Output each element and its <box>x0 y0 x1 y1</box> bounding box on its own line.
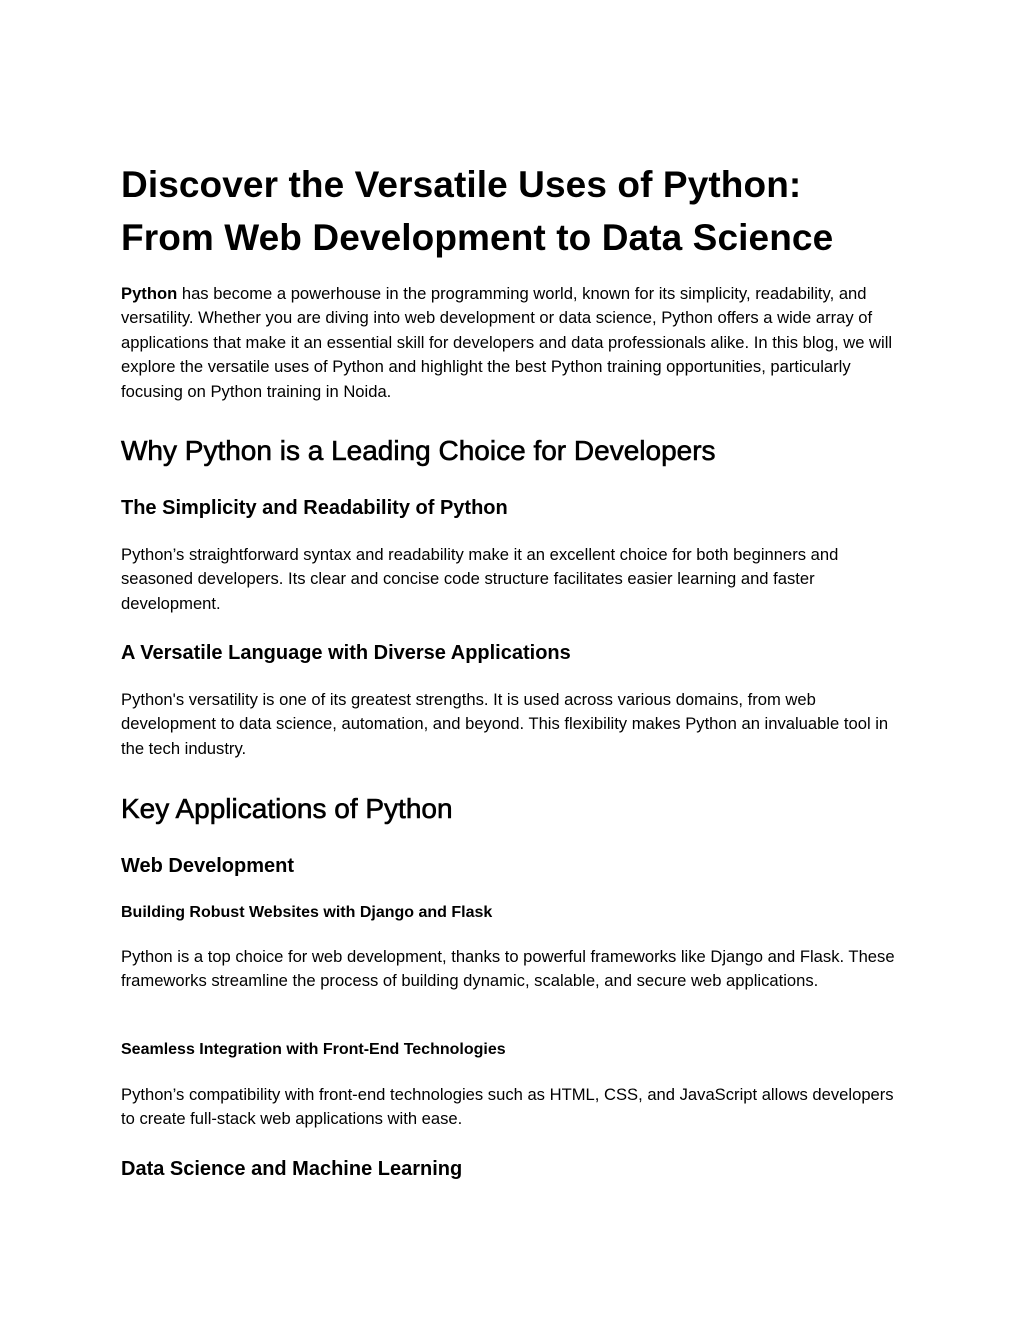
page-title <box>121 158 911 264</box>
subsubheading-front-end-integration: Seamless Integration with Front-End Technologies <box>121 1041 506 1058</box>
paragraph-versatile-language: Python's versatility is one of its greatest strengths. It is used across various domains, from web development to data science, automation, and beyond. This flexibility makes Python an invaluable tool in the tech industry. <box>121 690 889 758</box>
intro-bold-term: Python <box>121 284 178 303</box>
subheading-versatile-language: A Versatile Language with Diverse Applications <box>121 642 571 664</box>
intro-paragraph <box>121 282 911 404</box>
subheading-simplicity: The Simplicity and Readability of Python <box>121 497 508 519</box>
subheading-data-science: Data Science and Machine Learning <box>121 1158 463 1180</box>
page-title-line-1: Discover the Versatile Uses of Python: <box>121 164 802 205</box>
section-heading-key-applications: Key Applications of Python <box>121 793 453 824</box>
subheading-web-development: Web Development <box>121 855 294 877</box>
section-heading-why-python: Why Python is a Leading Choice for Developers <box>121 435 716 466</box>
page-title-line-2: From Web Development to Data Science <box>121 217 834 258</box>
paragraph-django-flask: Python is a top choice for web development, thanks to powerful frameworks like Django and Flask. These frameworks streamline the process of building dynamic, scalable, and secure web applications. <box>121 947 895 991</box>
subsubheading-django-flask: Building Robust Websites with Django and Flask <box>121 904 493 921</box>
intro-text: has become a powerhouse in the programming world, known for its simplicity, readability, and versatility. Whether you are diving into web development or data science, Python offers a wide array of applications that make it an essential skill for developers and data professionals alike. In this blog, we will explore the versatile uses of Python and highlight the best Python training opportunities, particularly focusing on Python training in Noida. <box>121 284 893 401</box>
paragraph-front-end-integration: Python’s compatibility with front-end technologies such as HTML, CSS, and JavaScript allows developers to create full-stack web applications with ease. <box>121 1085 894 1129</box>
paragraph-simplicity: Python’s straightforward syntax and readability make it an excellent choice for both beginners and seasoned developers. Its clear and concise code structure facilitates easier learning and faster development. <box>121 545 839 613</box>
